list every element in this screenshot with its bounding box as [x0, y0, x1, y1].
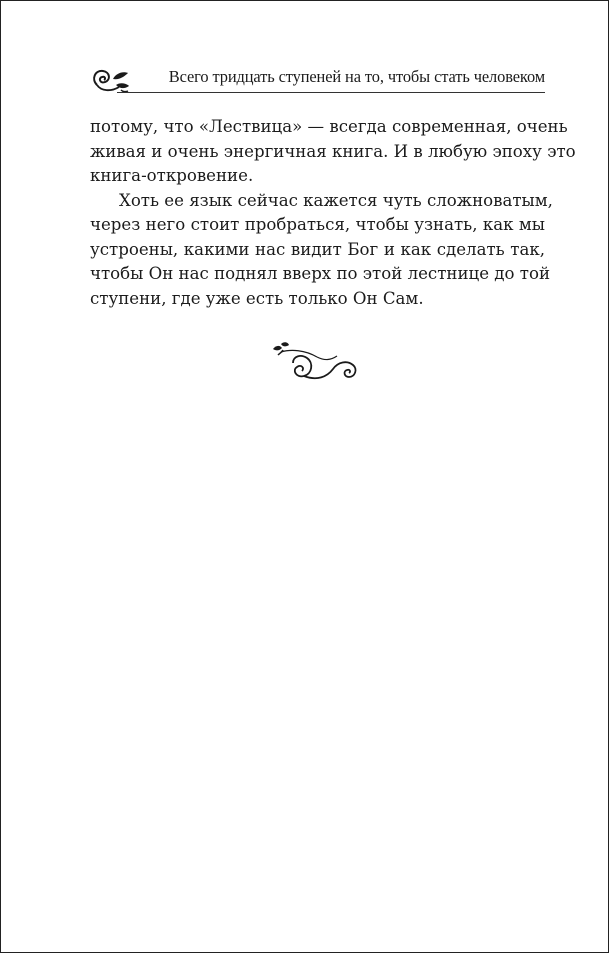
text-line: потому, что «Лествица» — всегда современная, очень: [90, 117, 568, 136]
swirl-leaf-ornament-icon: [89, 65, 133, 95]
running-title: Всего тридцать ступеней на то, чтобы стать человеком: [168, 67, 545, 86]
text-line: чтобы Он нас поднял вверх по этой лестнице до той: [90, 264, 550, 283]
text-line: ступени, где уже есть только Он Сам.: [90, 288, 424, 308]
paragraph-1: [90, 115, 576, 189]
text-line: живая и очень энергичная книга. И в любую эпоху это: [90, 141, 576, 161]
paragraph-2: [90, 189, 553, 312]
text-line: книга-откровение.: [90, 166, 254, 185]
text-line: Хоть ее язык сейчас кажется чуть сложноватым,: [119, 190, 553, 210]
page-header: [89, 61, 545, 97]
text-line: устроены, какими нас видит Бог и как сделать так,: [90, 239, 545, 259]
header-divider: [117, 92, 545, 93]
text-line: через него стоит пробраться, чтобы узнать, как мы: [90, 215, 545, 234]
flourish-ornament-icon: [269, 341, 369, 387]
body-text: [90, 115, 576, 311]
